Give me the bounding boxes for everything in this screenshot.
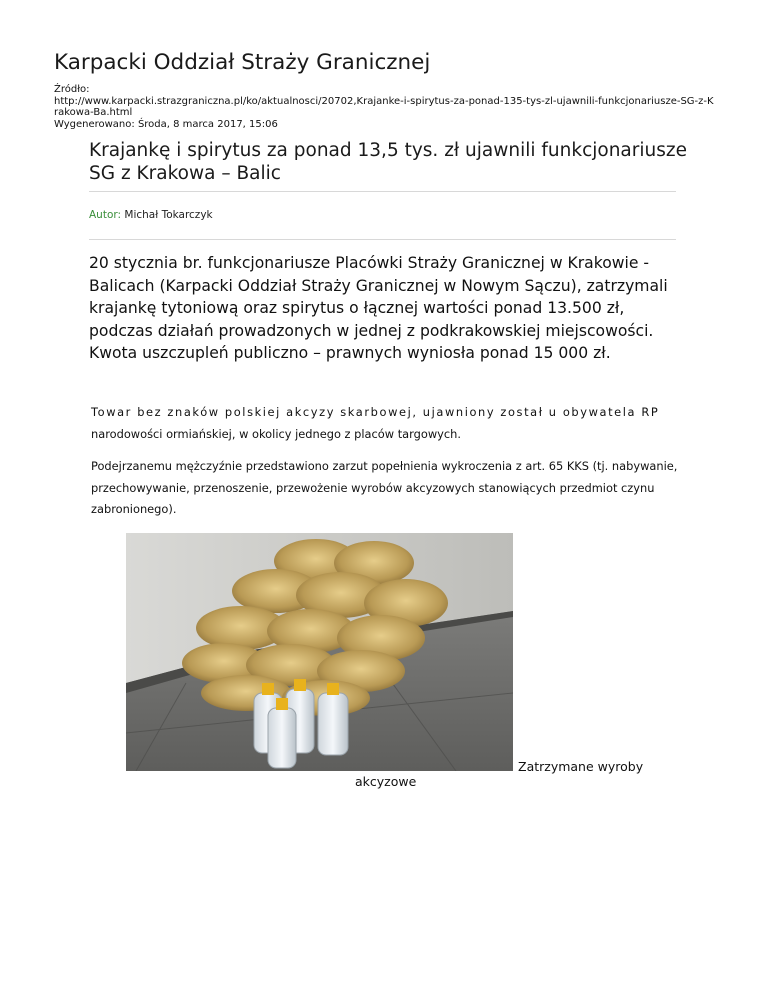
- source-url-link[interactable]: http://www.karpacki.strazgraniczna.pl/ko/aktualnosci/20702,Krajanke-i-spirytus-za-ponad-135-tys-zl-ujawnili-funkcjonariusze-SG-z-Krakowa-Ba.html: [54, 95, 714, 118]
- article-paragraph-2: Podejrzanemu mężczyźnie przedstawiono zarzut popełnienia wykroczenia z art. 65 KKS (tj. nabywanie, przechowywanie, przenoszenie, przewożenie wyrobów akcyzowych stanowiących przedmiot czynu zabronionego).: [91, 459, 678, 516]
- author-line: [89, 209, 213, 221]
- article-paragraph-1: [91, 402, 691, 445]
- seized-goods-image: [126, 533, 513, 771]
- article-lead: 20 stycznia br. funkcjonariusze Placówki Straży Granicznej w Krakowie - Balicach (Karpacki Oddział Straży Granicznej w Nowym Sączu), zatrzymali krajankę tytoniową oraz spirytus o łącznej wartości ponad 13.500 zł, podczas działań prowadzonych w jednej z podkrakowskiej miejscowości. Kwota uszczupleń publiczno – prawnych wyniosła ponad 15 000 zł.: [89, 254, 668, 362]
- source-label: Źródło:: [54, 84, 90, 95]
- site-title: Karpacki Oddział Straży Granicznej: [54, 50, 431, 75]
- generated-timestamp: Wygenerowano: Środa, 8 marca 2017, 15:06: [54, 118, 278, 130]
- divider-bottom: [89, 239, 676, 240]
- paragraph-1-line-2: narodowości ormiańskiej, w okolicy jednego z placów targowych.: [91, 426, 461, 441]
- photo-caption-part-2: akcyzowe: [355, 774, 417, 789]
- article-photo: [126, 533, 513, 771]
- article-title: Krajankę i spirytus za ponad 13,5 tys. zł ujawnili funkcjonariusze SG z Krakowa – Balic: [89, 140, 687, 184]
- divider-top: [89, 191, 676, 192]
- source-meta: [54, 84, 714, 130]
- author-name: Michał Tokarczyk: [124, 209, 213, 221]
- paragraph-1-line-1: Towar bez znaków polskiej akcyzy skarbowej, ujawniony został u obywatela RP: [91, 405, 660, 419]
- photo-caption-part-1: Zatrzymane wyroby: [518, 759, 644, 774]
- author-label: Autor:: [89, 209, 122, 221]
